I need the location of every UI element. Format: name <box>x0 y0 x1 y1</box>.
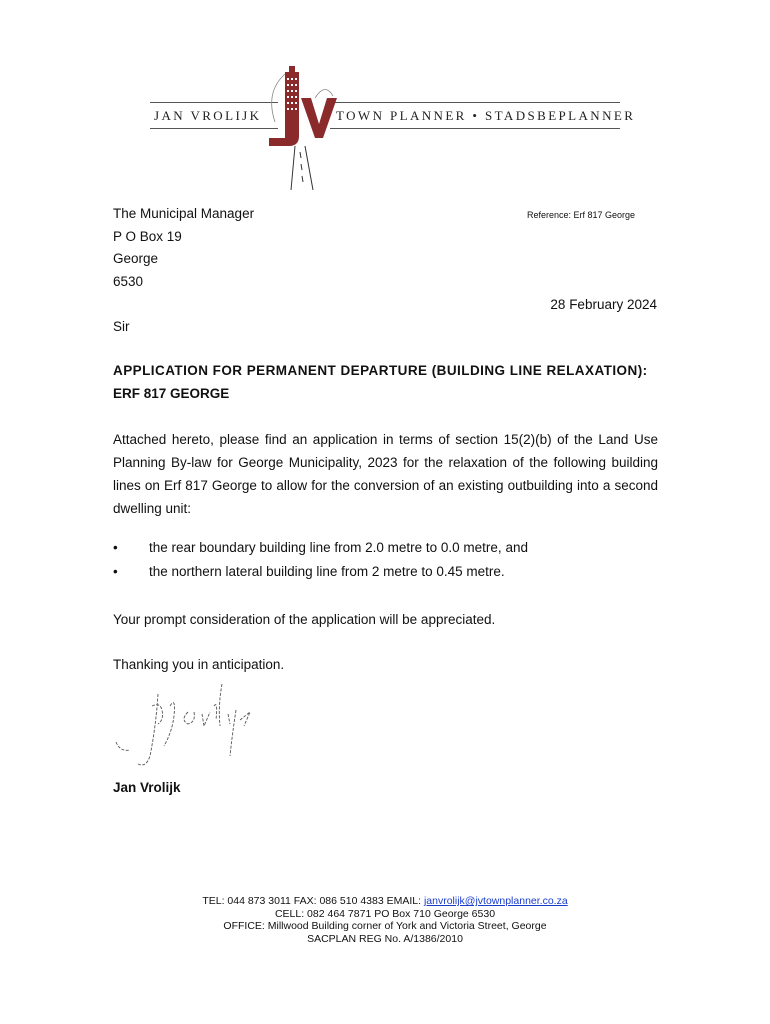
letterhead-rule-top-right <box>330 102 620 103</box>
bullet-icon: • <box>113 540 118 555</box>
body-paragraph-1: Attached hereto, please find an application in terms of section 15(2)(b) of the Land Use Planning By-law for George Municipality, 2023 for the relaxation of the following building lines on Erf 817 George to allow for the conversion of an existing outbuilding into a second dwelling unit: <box>113 432 658 516</box>
footer-line-3: OFFICE: Millwood Building corner of York and Victoria Street, George <box>223 920 547 932</box>
footer-contact-line <box>100 895 670 908</box>
bullet-item: • the rear boundary building line from 2.0 metre to 0.0 metre, and <box>113 540 528 555</box>
jv-monogram-logo <box>255 62 345 192</box>
closing-line: Thanking you in anticipation. <box>113 657 285 672</box>
letter-date: 28 February 2024 <box>550 297 657 312</box>
recipient-line-3: George <box>113 251 159 266</box>
email-link[interactable]: janvrolijk@jvtownplanner.co.za <box>423 895 568 907</box>
bullet-item: • the northern lateral building line from 2 metre to 0.45 metre. <box>113 564 505 579</box>
bullet-icon: • <box>113 564 118 579</box>
footer-line-2: CELL: 082 464 7871 PO Box 710 George 6530 <box>274 908 496 920</box>
footer-contact-text: TEL: 044 873 3011 FAX: 086 510 4383 EMAIL: <box>202 895 424 907</box>
handwritten-signature <box>110 676 270 776</box>
letterhead-rule-bottom-right <box>330 128 620 129</box>
subject-line-1: APPLICATION FOR PERMANENT DEPARTURE (BUILDING LINE RELAXATION): <box>113 363 648 378</box>
letterhead-tagline: TOWN PLANNER • STADSBEPLANNER <box>336 108 636 123</box>
recipient-line-1: The Municipal Manager <box>113 206 255 221</box>
salutation: Sir <box>113 319 130 334</box>
letterhead <box>150 62 636 192</box>
subject-line-2: ERF 817 GEORGE <box>113 386 230 401</box>
body-paragraph-2: Your prompt consideration of the application will be appreciated. <box>113 612 496 627</box>
footer-line-4: SACPLAN REG No. A/1386/2010 <box>307 933 463 945</box>
recipient-line-4: 6530 <box>113 274 144 289</box>
letterhead-name: JAN VROLIJK <box>154 108 262 123</box>
reference: Reference: Erf 817 George <box>527 210 636 220</box>
recipient-line-2: P O Box 19 <box>113 229 182 244</box>
signatory-name: Jan Vrolijk <box>113 780 181 795</box>
